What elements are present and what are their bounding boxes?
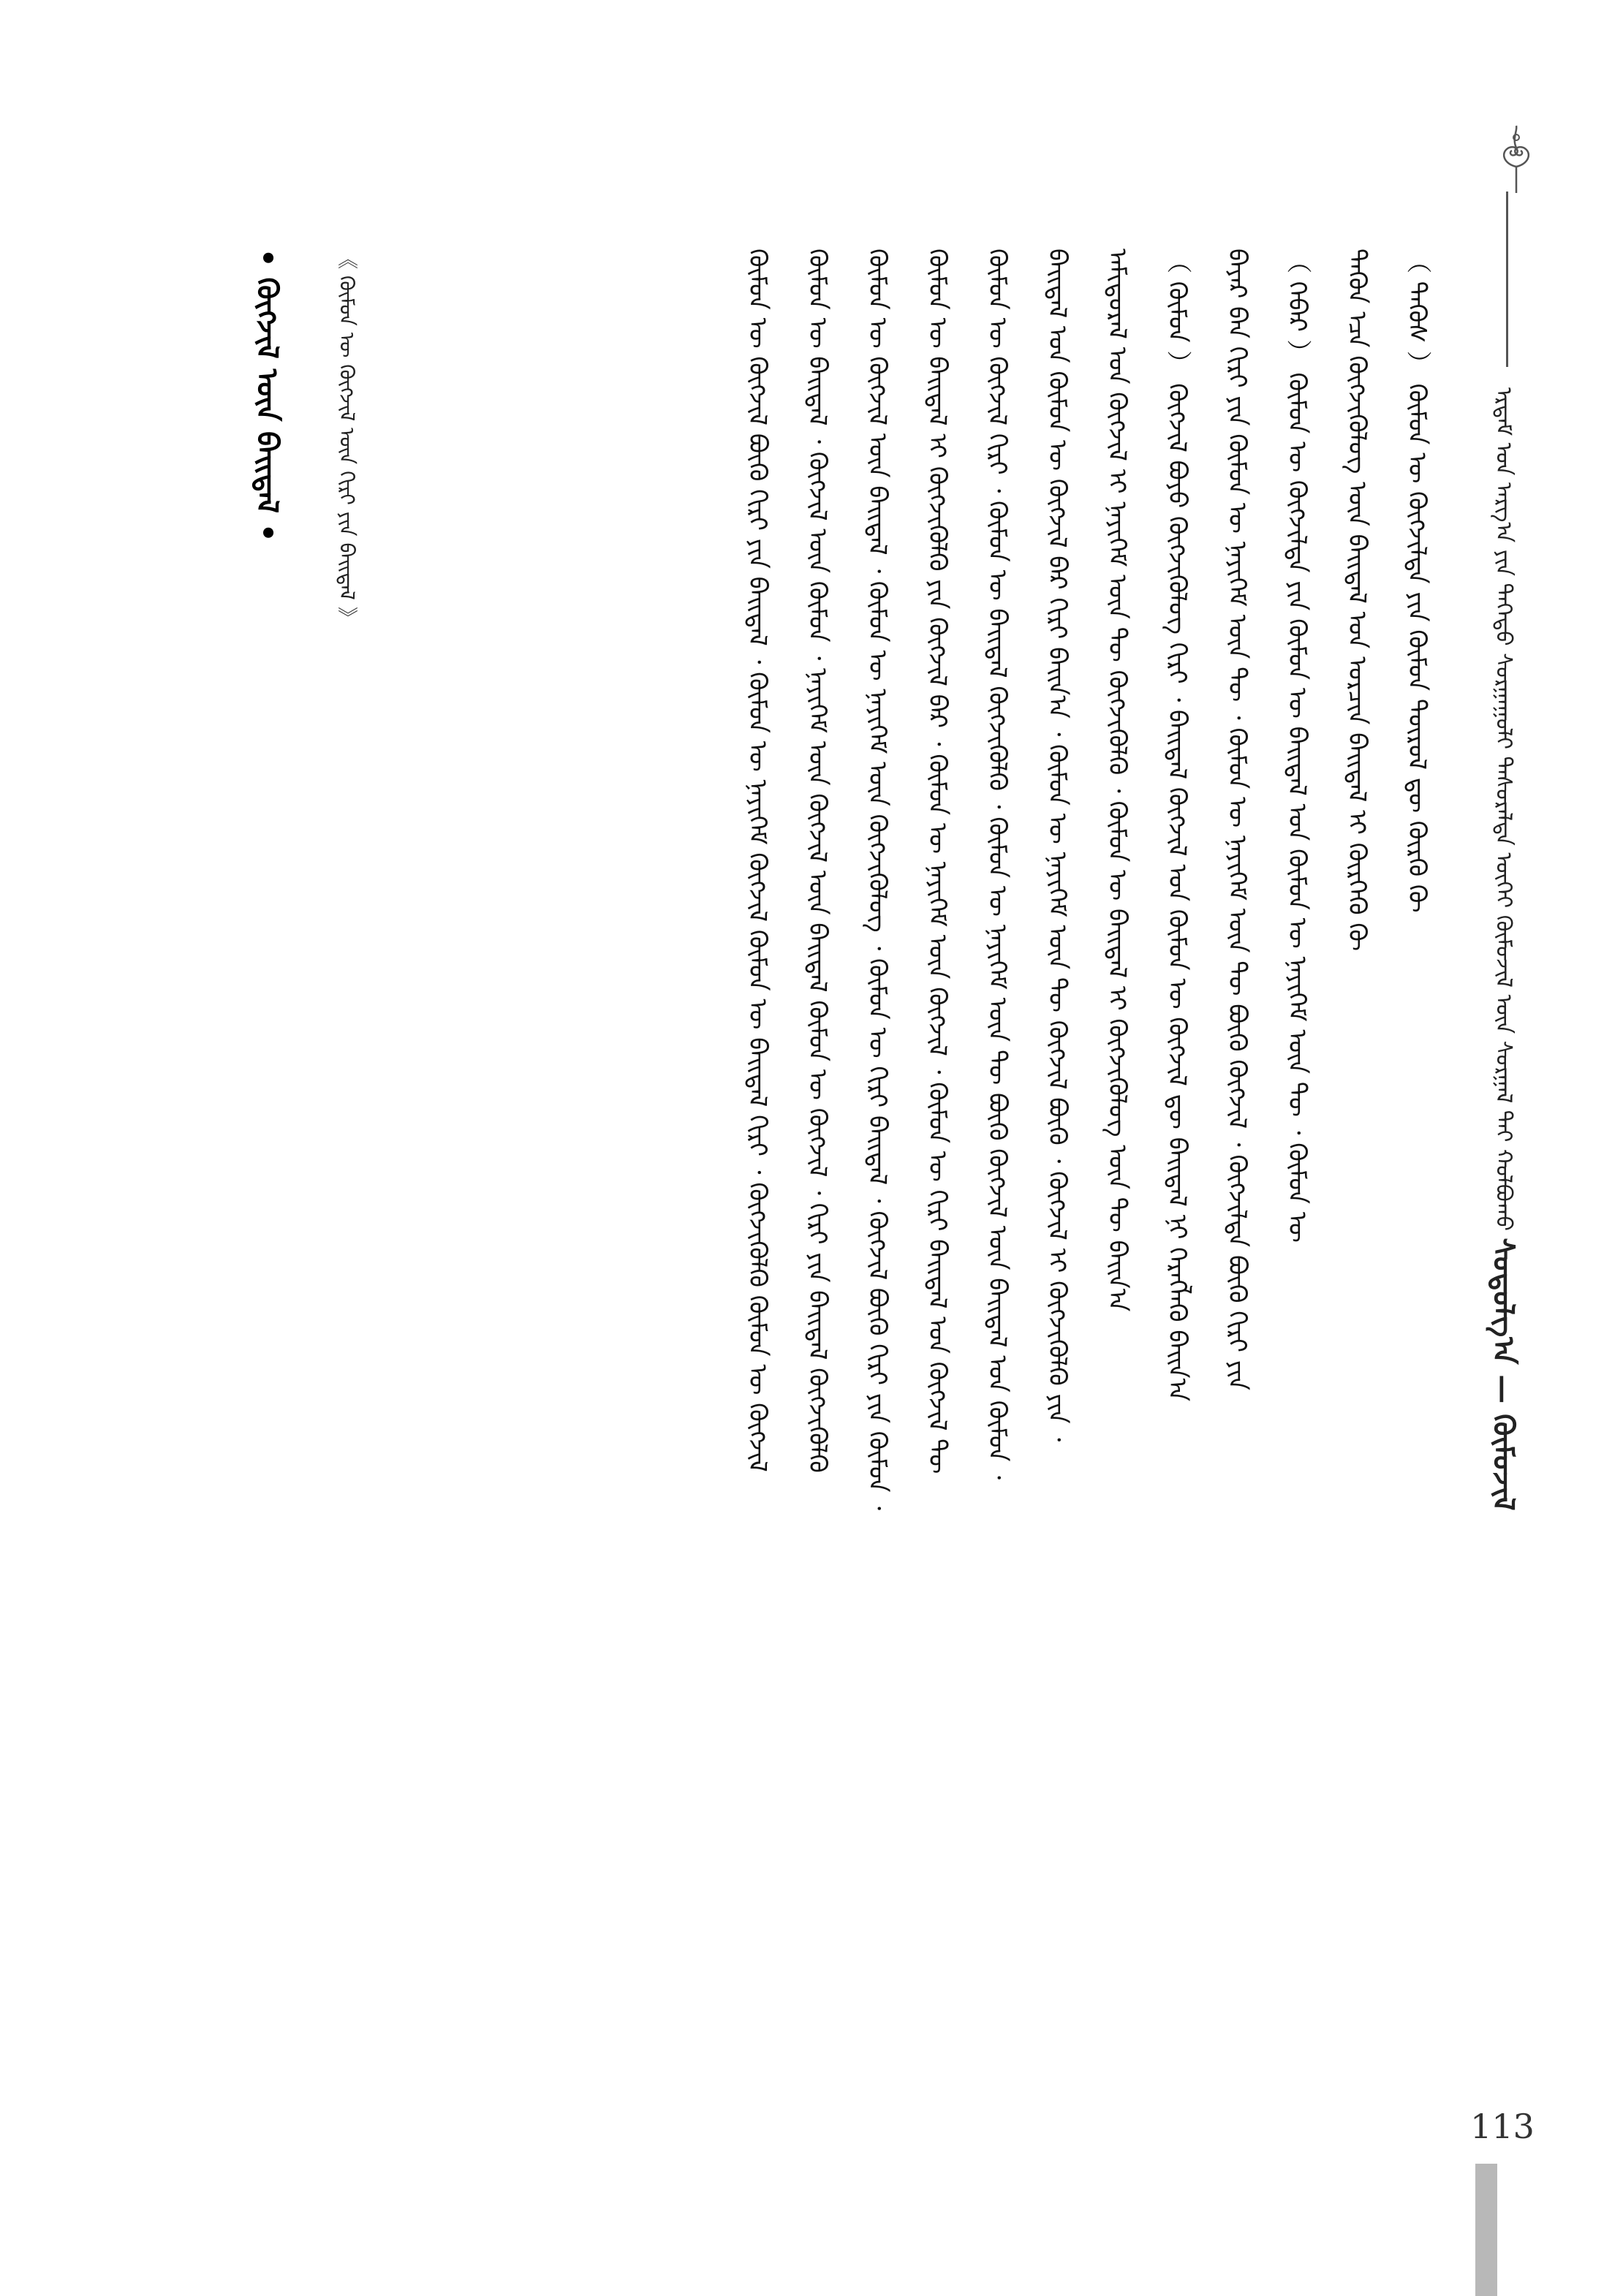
- text-column-11: ᠬᠦᠮᠦᠨ ᠦ ᠪᠠᠢᠳᠠᠯ ᠂ ᠬᠥᠭᠵᠢᠯ ᠦᠨ ᠬᠦᠮᠦᠨ ᠂ ᠨᠡᠶᠢᠭᠡᠮ ᠦᠨ ᠬᠥᠭᠵᠢᠯ ᠦᠨ ᠪᠠᠢᠳᠠᠯ ᠬᠦᠮᠦᠨ ᠦ ᠬᠥᠭᠵᠢᠯ ᠂ ᠬᠢᠷᠢ ᠶᠢᠨ ᠪᠠᠢᠳᠠᠯ ᠬᠥᠭᠵᠢᠭᠦᠯᠬᠦ: [803, 249, 832, 1473]
- page-edge-tab: [1475, 2164, 1497, 2296]
- body-text: [234, 249, 1433, 2091]
- header-ornament-icon: [1496, 123, 1537, 196]
- text-column-12: ᠬᠦᠮᠦᠨ ᠦ ᠬᠥᠭᠵᠢᠯ ᠪᠦᠬᠦ ᠬᠢᠷᠢ ᠶᠢᠨ ᠪᠠᠢᠳᠠᠯ ᠂ ᠬᠦᠮᠦᠨ ᠦ ᠨᠡᠶᠢᠭᠡᠮ ᠬᠥᠭᠵᠢᠯ ᠬᠦᠮᠦᠨ ᠦ ᠪᠠᠢᠳᠠᠯ ᠬᠢᠷᠢ ᠂ ᠬᠥᠭᠵᠢᠭᠦᠯᠬᠦ ᠬᠦᠮᠦᠨ ᠦ ᠬᠥᠭᠵᠢᠯ: [743, 249, 772, 1472]
- running-head-title: ᠡᠷᠳᠡᠮ ᠤᠨ ᠠᠷᠭ᠎ᠠ ᠶᠢᠨ ᠳᠡᠭᠡᠳᠦ ᠰᠤᠷᠭᠠᠭᠤᠯᠢ ᠲᠠᠰᠤᠷᠠᠯᠲᠠ ᠦᠭᠡᠢ ᠬᠦᠮᠦᠵᠢᠯ ᠦᠨ ᠰᠤᠷᠭᠠᠯ ᠲᠠᠢ ᠬᠣᠯᠪᠣᠬᠤ: [1491, 387, 1516, 1231]
- text-column-2: ᠲᠡᠭᠦᠨ ᠡᠴᠡ ᠬᠥᠭᠵᠢᠭᠦᠯᠦᠭ ᠦᠨ ᠪᠠᠢᠳᠠᠯ ᠤᠨ ᠣᠷᠴᠢᠨ ᠪᠠᠢᠳᠠᠯ ᠢ ᠬᠦᠷᠭᠡᠬᠦ ᠬᠦ: [1342, 249, 1372, 951]
- text-column-3: （ ᠬᠡᠪᠡᠷ ） ᠬᠦᠮᠦᠨ ᠦ ᠬᠥᠭᠵᠢᠯᠲᠡ ᠶᠢᠨ ᠬᠦᠮᠦᠨ ᠦ ᠪᠠᠢᠳᠠᠯ ᠤᠨ ᠬᠦᠮᠦᠨ ᠦ ᠨᠡᠶᠢᠭᠡᠮ ᠦᠨ ᠲᠦ ᠂ ᠬᠦᠮᠦᠨ ᠦ: [1282, 249, 1312, 1243]
- quote-citation: 《 ᠬᠦᠮᠦᠨ ᠦ ᠬᠥᠭᠵᠢᠯ ᠦᠨ ᠬᠢᠷᠢ ᠶᠢᠨ ᠪᠠᠢᠳᠠᠯ 》: [335, 249, 359, 627]
- page-number: 113: [1470, 2107, 1535, 2146]
- text-column-1: （ ᠲᠡᠭᠦᠰ ） ᠬᠦᠮᠦᠨ ᠦ ᠬᠥᠭᠵᠢᠯᠲᠡ ᠶᠢᠨ ᠬᠦᠮᠦᠨ ᠲᠥᠷᠦᠯ ᠳᠦ ᠬᠦᠷᠬᠦ ᠬᠦ: [1402, 249, 1431, 913]
- text-column-8: ᠬᠦᠮᠦᠨ ᠦ ᠬᠥᠭᠵᠢᠯ ᠬᠢᠷᠢ ᠂ ᠬᠦᠮᠦᠨ ᠦ ᠪᠠᠢᠳᠠᠯ ᠬᠥᠭᠵᠢᠭᠦᠯᠬᠦ ᠂ ᠬᠦᠮᠦᠨ ᠦ ᠨᠡᠶᠢᠭᠡᠮ ᠦᠨ ᠲᠦ ᠪᠦᠬᠦ ᠬᠥᠭᠵᠢᠯ ᠦᠨ ᠪᠠᠢᠳᠠᠯ ᠤᠨ ᠬᠦᠮᠦᠨ ᠂: [983, 249, 1012, 1480]
- text-column-6: ᠠᠮᠢᠳᠤᠷᠠᠯ ᠤᠨ ᠬᠥᠭᠵᠢᠯ ᠢ ᠨᠡᠶᠢᠭᠡᠮ ᠦᠨ ᠲᠦ ᠬᠥᠭᠵᠢᠭᠦᠯᠬᠦ ᠂ ᠬᠦᠮᠦᠨ ᠦ ᠪᠠᠢᠳᠠᠯ ᠢ ᠬᠥᠭᠵᠢᠭᠦᠯᠦᠭ ᠦᠨ ᠲᠦ ᠪᠠᠢᠨ᠎ᠠ: [1102, 249, 1132, 1312]
- section-heading: • ᠬᠥᠭᠵᠢᠯ ᠦᠨ ᠪᠠᠢᠳᠠᠯ •: [250, 249, 284, 542]
- running-head: [1486, 387, 1521, 1511]
- header-rule: [1506, 192, 1508, 367]
- text-column-7: ᠪᠠᠢᠳᠠᠯ ᠤᠨ ᠬᠦᠮᠦᠨ ᠦ ᠬᠥᠭᠵᠢᠯ ᠪᠡᠷ ᠬᠢᠷᠢ ᠪᠠᠢᠨ᠎ᠠ ᠂ ᠬᠦᠮᠦᠨ ᠦ ᠨᠡᠶᠢᠭᠡᠮ ᠦᠨ ᠲᠦ ᠬᠥᠭᠵᠢᠯ ᠪᠦᠬᠦ ᠂ ᠬᠥᠭᠵᠢᠯ ᠢ ᠬᠥᠭᠵᠢᠭᠦᠯᠬᠦ ᠶᠢᠨ ᠂: [1043, 249, 1072, 1442]
- text-column-9: ᠬᠦᠮᠦᠨ ᠦ ᠪᠠᠢᠳᠠᠯ ᠢ ᠬᠥᠭᠵᠢᠭᠦᠯᠬᠦ ᠶᠢᠨ ᠬᠥᠭᠵᠢᠯ ᠪᠡᠷ ᠂ ᠬᠦᠮᠦᠨ ᠦ ᠨᠡᠶᠢᠭᠡᠮ ᠦᠨ ᠬᠥᠭᠵᠢᠯ ᠂ ᠬᠦᠮᠦᠨ ᠦ ᠬᠢᠷᠢ ᠪᠠᠢᠳᠠᠯ ᠤᠨ ᠬᠥᠭᠵᠢᠯ ᠲᠦ: [923, 249, 952, 1474]
- text-column-4: ᠪᠠᠶᠠᠷ ᠪᠠᠨ ᠬᠢᠷᠢ ᠶᠢᠨ ᠬᠦᠮᠦᠨ ᠦ ᠨᠡᠶᠢᠭᠡᠮ ᠦᠨ ᠲᠦ ᠂ ᠬᠦᠮᠦᠨ ᠦ ᠨᠡᠶᠢᠭᠡᠮ ᠦᠨ ᠲᠦ ᠪᠦᠬᠦ ᠬᠥᠭᠵᠢᠯ ᠂ ᠬᠥᠭᠵᠢᠯᠲᠡ ᠪᠦᠬᠦ ᠬᠢᠷᠢ ᠶᠢᠨ: [1222, 249, 1252, 1391]
- running-head-bold-tail: ᠰᠤᠳᠤᠯᠭ᠎ᠠ — ᠬᠦᠮᠦᠵᠢᠯ: [1486, 1238, 1521, 1511]
- text-column-5: （ ᠬᠦᠮᠦᠨ ） ᠬᠥᠭᠵᠢᠯ ᠪᠤᠶᠤ ᠬᠥᠭᠵᠢᠭᠦᠯᠦᠭ ᠬᠢᠷᠢ ᠂ ᠪᠠᠢᠳᠠᠯ ᠬᠥᠭᠵᠢᠯ ᠤᠨ ᠬᠦᠮᠦᠨ ᠦ ᠬᠥᠭᠵᠢᠯ ᠳᠦ ᠪᠠᠢᠳᠠᠯ ᠨᠢ ᠬᠡᠷᠡᠭᠯᠡᠬᠦ ᠪᠠᠢᠨ᠎ᠠ: [1162, 249, 1192, 1402]
- text-column-10: ᠬᠦᠮᠦᠨ ᠦ ᠬᠥᠭᠵᠢᠯ ᠦᠨ ᠪᠠᠢᠳᠠᠯ ᠂ ᠬᠦᠮᠦᠨ ᠦ ᠨᠡᠶᠢᠭᠡᠮ ᠦᠨ ᠬᠥᠭᠵᠢᠭᠦᠯᠦᠭ ᠂ ᠬᠦᠮᠦᠨ ᠦ ᠬᠢᠷᠢ ᠪᠠᠢᠳᠠᠯ ᠂ ᠬᠥᠭᠵᠢᠯ ᠪᠦᠬᠦ ᠬᠢᠷᠢ ᠶᠢᠨ ᠬᠦᠮᠦᠨ ᠂: [863, 249, 892, 1511]
